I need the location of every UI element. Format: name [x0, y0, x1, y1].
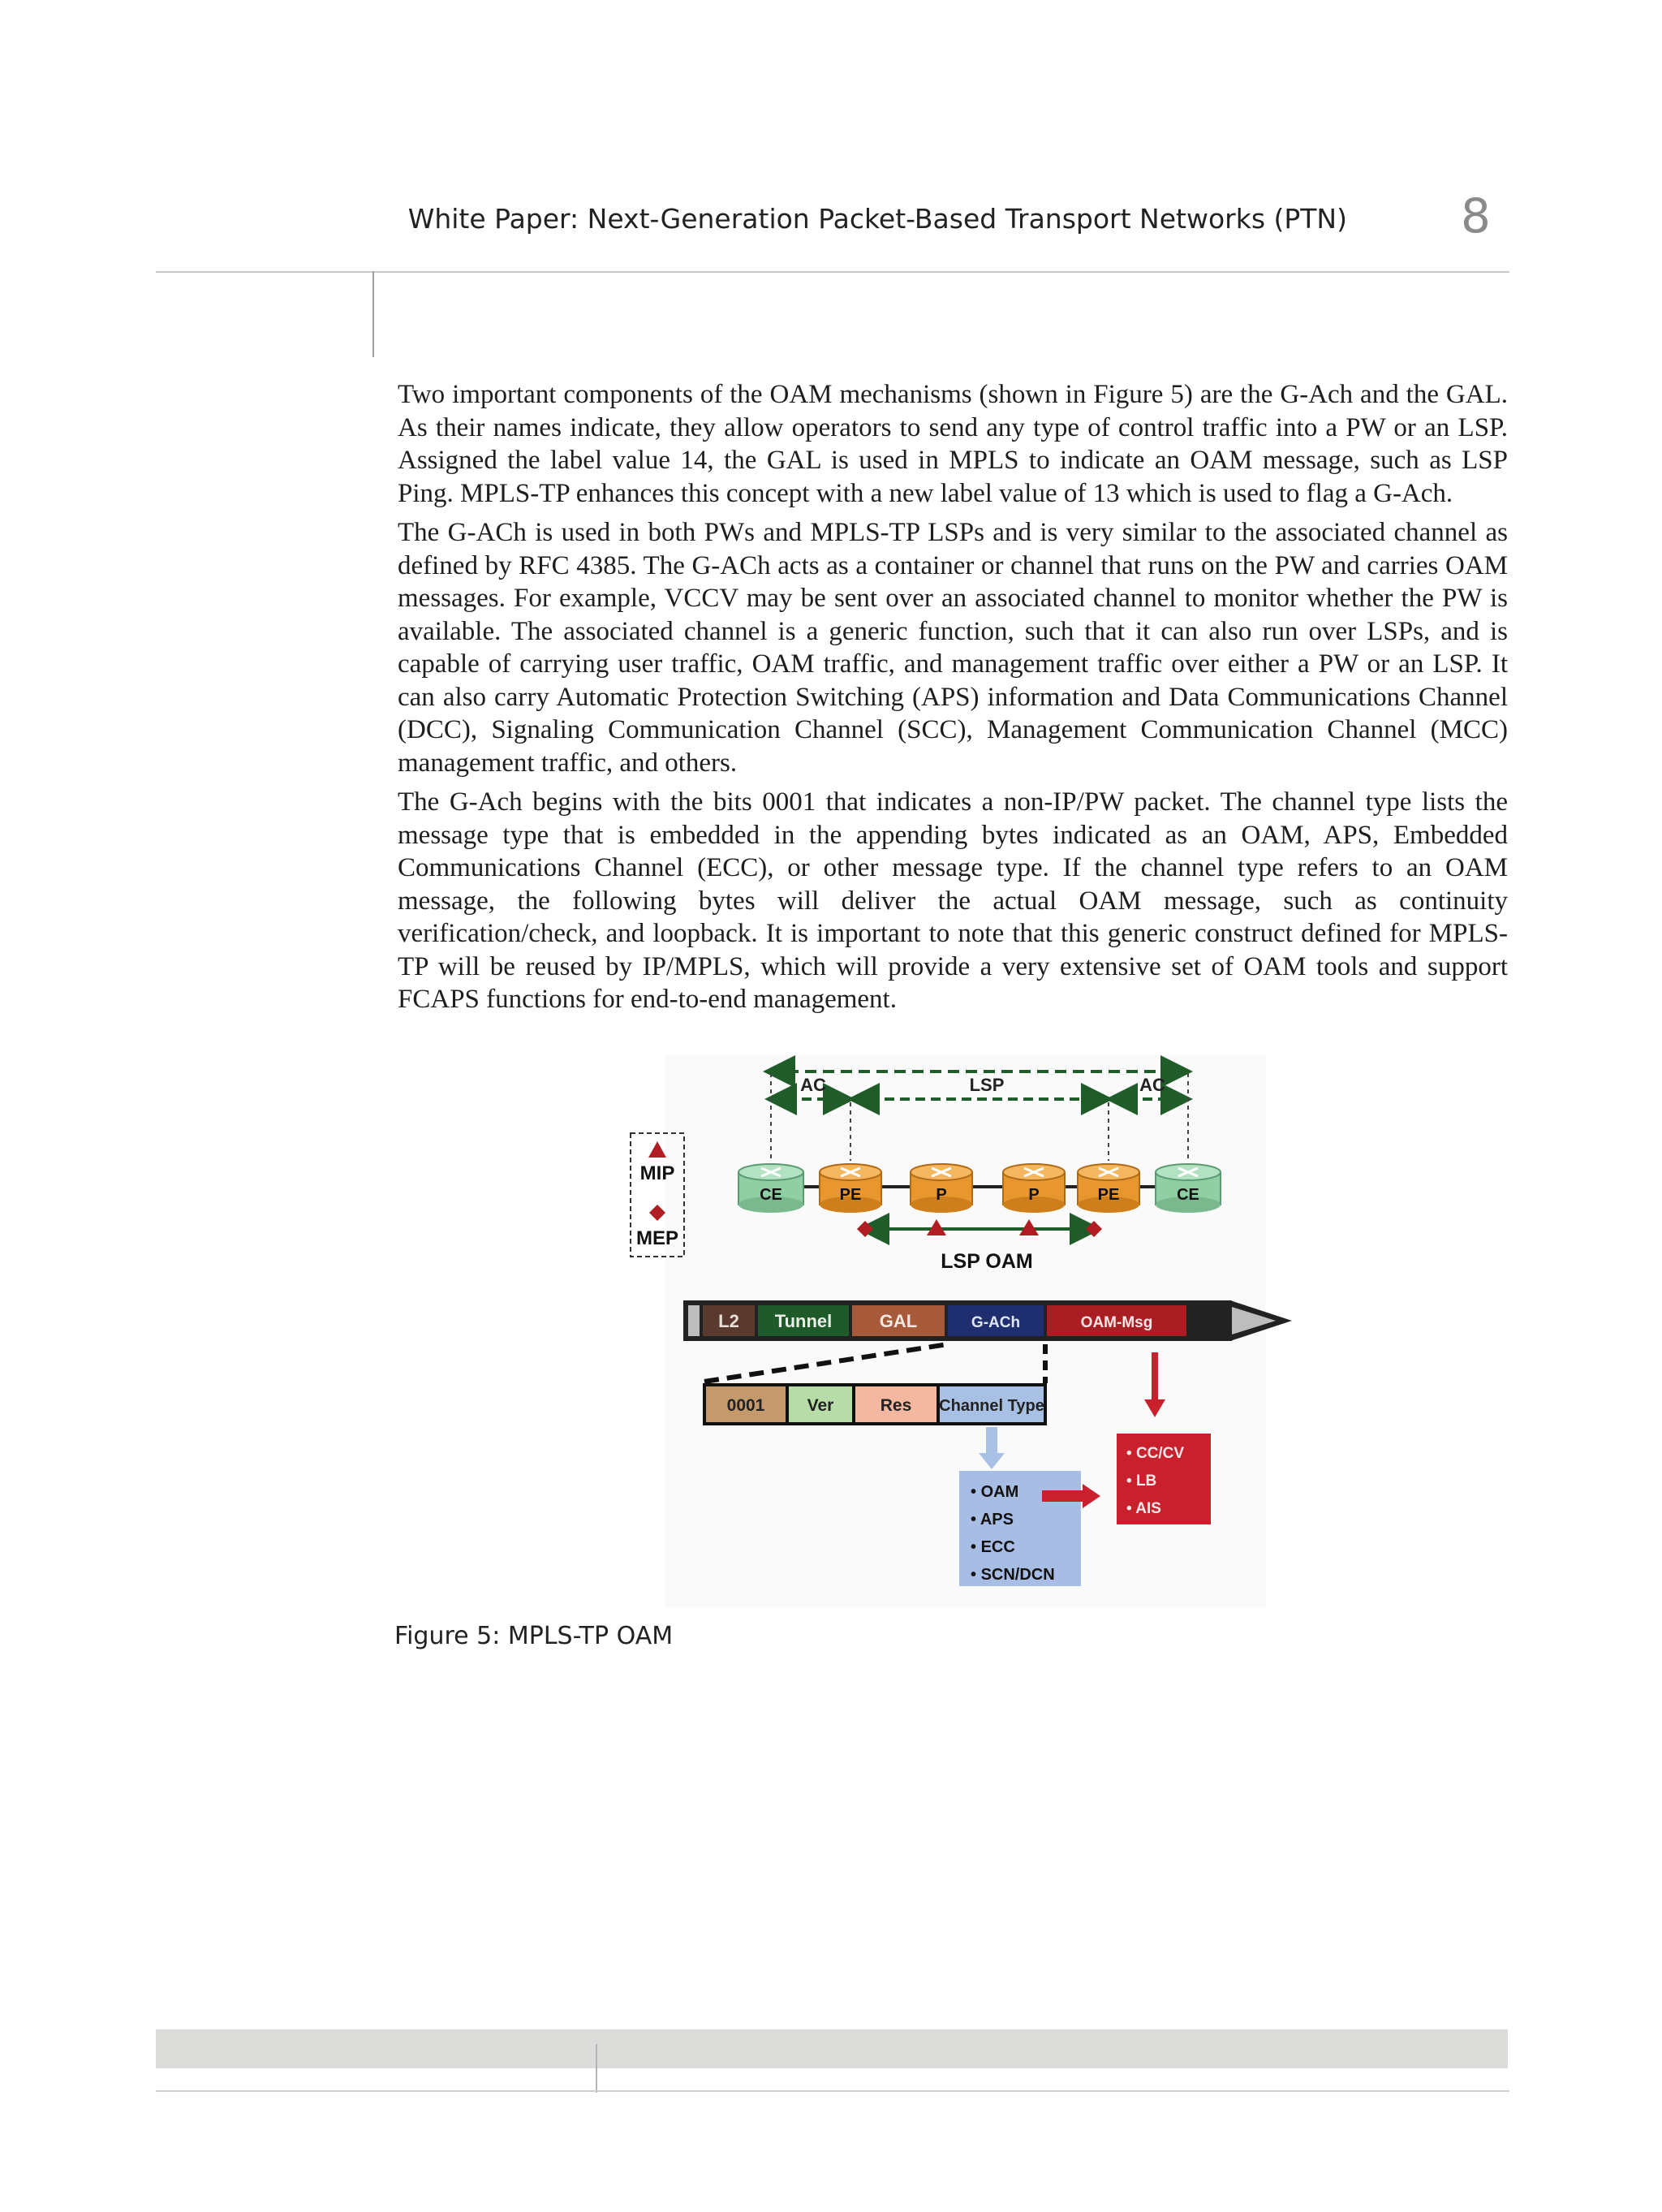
channel-type-ecc: • ECC [971, 1538, 1015, 1556]
header-rule [156, 271, 1509, 273]
field-label-tunnel: Tunnel [774, 1311, 833, 1331]
router-ce-left [738, 1164, 803, 1213]
channel-type-scn-dcn: • SCN/DCN [971, 1566, 1055, 1584]
node-label-ce-left: CE [760, 1186, 782, 1204]
mep-diamond-icon [649, 1205, 665, 1221]
page-number: 8 [1461, 188, 1491, 244]
field-label-channel-type: Channel Type [939, 1397, 1044, 1415]
router-pe-left [820, 1164, 881, 1213]
figure-mpls-tp-oam [617, 1055, 1315, 1607]
oam-message-lb: • LB [1126, 1473, 1157, 1490]
footer-bar [156, 2029, 1508, 2068]
body-text [398, 378, 1508, 1023]
legend-mep-label: MEP [635, 1227, 679, 1249]
router-p-left [911, 1164, 972, 1213]
router-pe-right [1078, 1164, 1139, 1213]
field-label-gal: GAL [879, 1311, 918, 1331]
span-label-ac-left: AC [800, 1075, 826, 1095]
paragraph-1: Two important components of the OAM mechanisms (shown in Figure 5) are the G-Ach and the GAL. As their names indicate, they allow operators to send any type of control traffic into a PW or an LSP. Assigned the label value 14, the GAL is used in MPLS to indicate an OAM message, such as LSP Ping. MPLS-TP enhances this concept with a new label value of 13 which is used to flag a G-Ach. [398, 380, 1508, 508]
figure-diagram [617, 1055, 1315, 1607]
span-label-lsp: LSP [969, 1075, 1005, 1095]
mip-triangle-icon [648, 1141, 666, 1158]
field-label-0001: 0001 [726, 1396, 765, 1415]
header-title: White Paper: Next-Generation Packet-Based Transport Networks (PTN) [407, 203, 1347, 235]
node-label-pe-right: PE [1097, 1186, 1120, 1204]
channel-type-aps: • APS [971, 1511, 1014, 1529]
field-label-ver: Ver [807, 1396, 834, 1415]
oam-msg-down-arrow [1152, 1352, 1158, 1401]
router-ce-right [1156, 1164, 1221, 1213]
footer-rule [156, 2090, 1509, 2092]
node-label-p-left: P [936, 1186, 947, 1204]
field-label-oam-msg: OAM-Msg [1080, 1314, 1153, 1331]
header-divider [372, 271, 374, 357]
oam-message-cc-cv: • CC/CV [1126, 1445, 1185, 1462]
lsp-oam-label: LSP OAM [941, 1250, 1033, 1273]
node-label-p-right: P [1028, 1186, 1040, 1204]
figure-caption: Figure 5: MPLS-TP OAM [394, 1622, 674, 1650]
paragraph-2: The G-ACh is used in both PWs and MPLS-TP LSPs and is very similar to the associated channel as defined by RFC 4385. The G-ACh acts as a container or channel that runs on the PW and carries OAM messages. For example, VCCV may be sent over an associated channel to monitor whether the PW is available. The associated channel is a generic function, such that it can also run over LSPs, and is capable of carrying user traffic, OAM traffic, and management traffic over either a PW or an LSP. It can also carry Automatic Protection Switching (APS) information and Data Communications Channel (DCC), Signaling Communication Channel (SCC), Management Communication Channel (MCC) management traffic, and others. [398, 518, 1508, 778]
oam-right-arrow [1042, 1490, 1086, 1502]
router-p-right [1003, 1164, 1065, 1213]
field-label-l2: L2 [718, 1311, 739, 1331]
packet-bar [683, 1300, 1292, 1341]
paragraph-3: The G-Ach begins with the bits 0001 that indicates a non-IP/PW packet. The channel type lists the message type that is embedded in the appending bytes indicated as an OAM, APS, Embedded Communications Channel (ECC), or other message type. If the channel type refers to an OAM message, the following bytes will deliver the actual OAM message, such as continuity verification/check, and loopback. It is important to note that this generic construct defined for MPLS-TP will be reused by IP/MPLS, which will provide a very extensive set of OAM tools and support FCAPS functions for end-to-end management. [398, 787, 1508, 1014]
span-label-ac-right: AC [1139, 1075, 1165, 1095]
gach-header [703, 1383, 1047, 1425]
channel-type-oam: • OAM [971, 1483, 1019, 1501]
legend-mip-label: MIP [639, 1162, 675, 1184]
field-label-res: Res [880, 1396, 912, 1415]
node-label-pe-left: PE [839, 1186, 862, 1204]
field-label-gach: G-ACh [971, 1314, 1021, 1331]
node-label-ce-right: CE [1177, 1186, 1199, 1204]
oam-message-ais: • AIS [1126, 1500, 1161, 1517]
footer-divider [596, 2044, 597, 2093]
channel-type-down-arrow [986, 1427, 997, 1456]
